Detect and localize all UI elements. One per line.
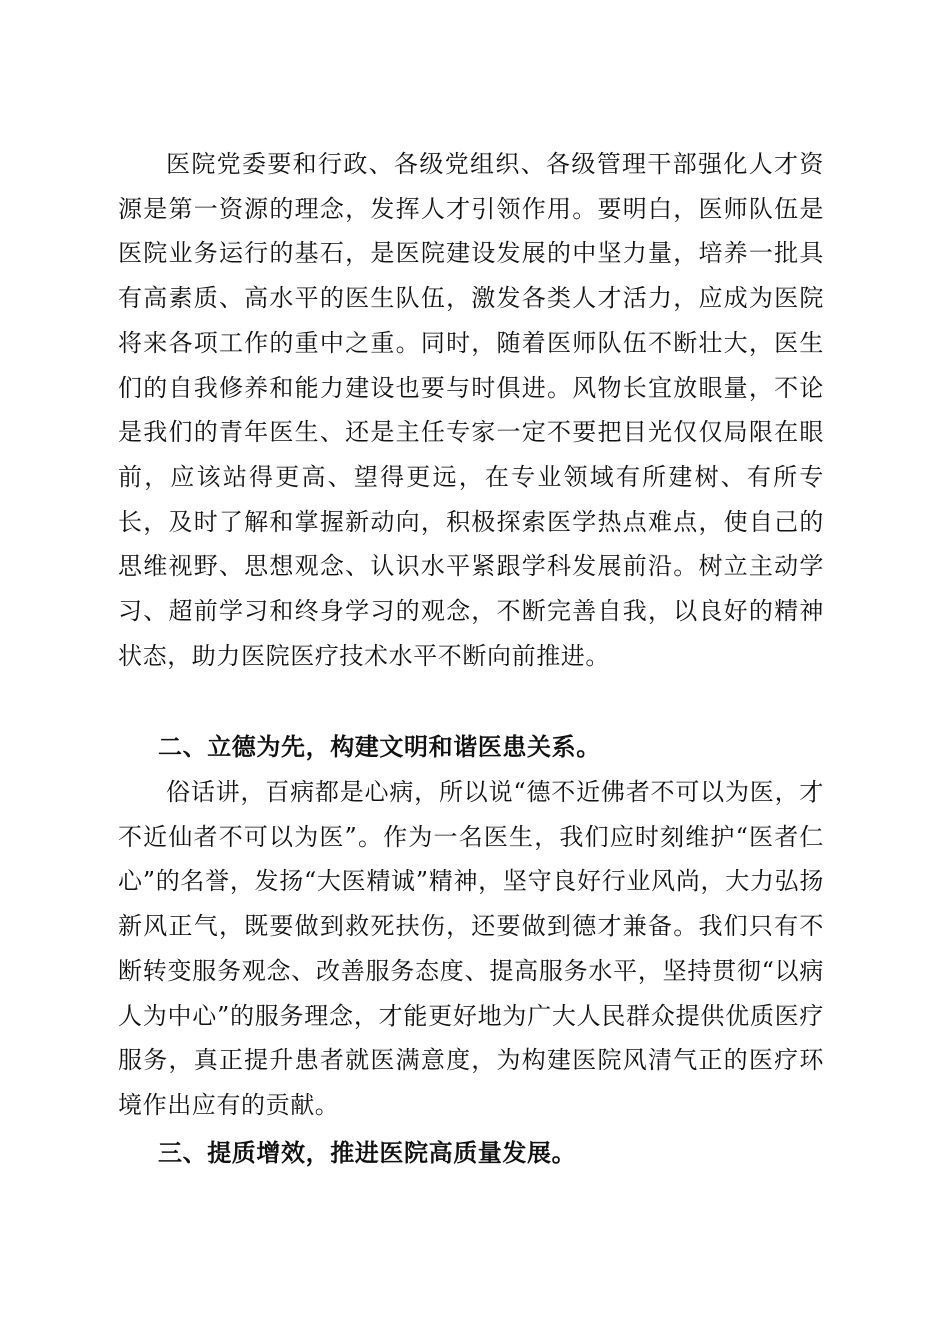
body-paragraph: 医院党委要和行政、各级党组织、各级管理干部强化人才资源是第一资源的理念，发挥人才引领作用。要明白，医师队伍是医院业务运行的基石，是医院建设发展的中坚力量，培养一批具有高素质、高水平的医生队伍，激发各类人才活力，应成为医院将来各项工作的重中之重。同时，随着医师队伍不断壮大，医生们的自我修养和能力建设也要与时俱进。风物长宜放眼量，不论是我们的青年医生、还是主任专家一定不要把目光仅仅局限在眼前，应该站得更高、望得更远，在专业领域有所建树、有所专长，及时了解和掌握新动向，积极探索医学热点难点，使自己的思维视野、思想观念、认识水平紧跟学科发展前沿。树立主动学习、超前学习和终身学习的观念，不断完善自我，以良好的精神状态，助力医院医疗技术水平不断向前推进。 [118, 150, 824, 670]
section-heading: 二、立德为先，构建文明和谐医患关系。 [158, 733, 601, 761]
body-paragraph: 俗话讲，百病都是心病，所以说“德不近佛者不可以为医，才不近仙者不可以为医”。作为一名医生，我们应时刻维护“医者仁心”的名誉，发扬“大医精诚”精神，坚守良好行业风尚，大力弘扬新风正气，既要做到救死扶伤，还要做到德才兼备。我们只有不断转变服务观念、改善服务态度、提高服务水平，坚持贯彻“以病人为中心”的服务理念，才能更好地为广大人民群众提供优质医疗服务，真正提升患者就医满意度，为构建医院风清气正的医疗环境作出应有的贡献。 [118, 778, 824, 1119]
document-body [118, 142, 824, 1176]
section-heading: 三、提质增效，推进医院高质量发展。 [158, 1139, 577, 1167]
